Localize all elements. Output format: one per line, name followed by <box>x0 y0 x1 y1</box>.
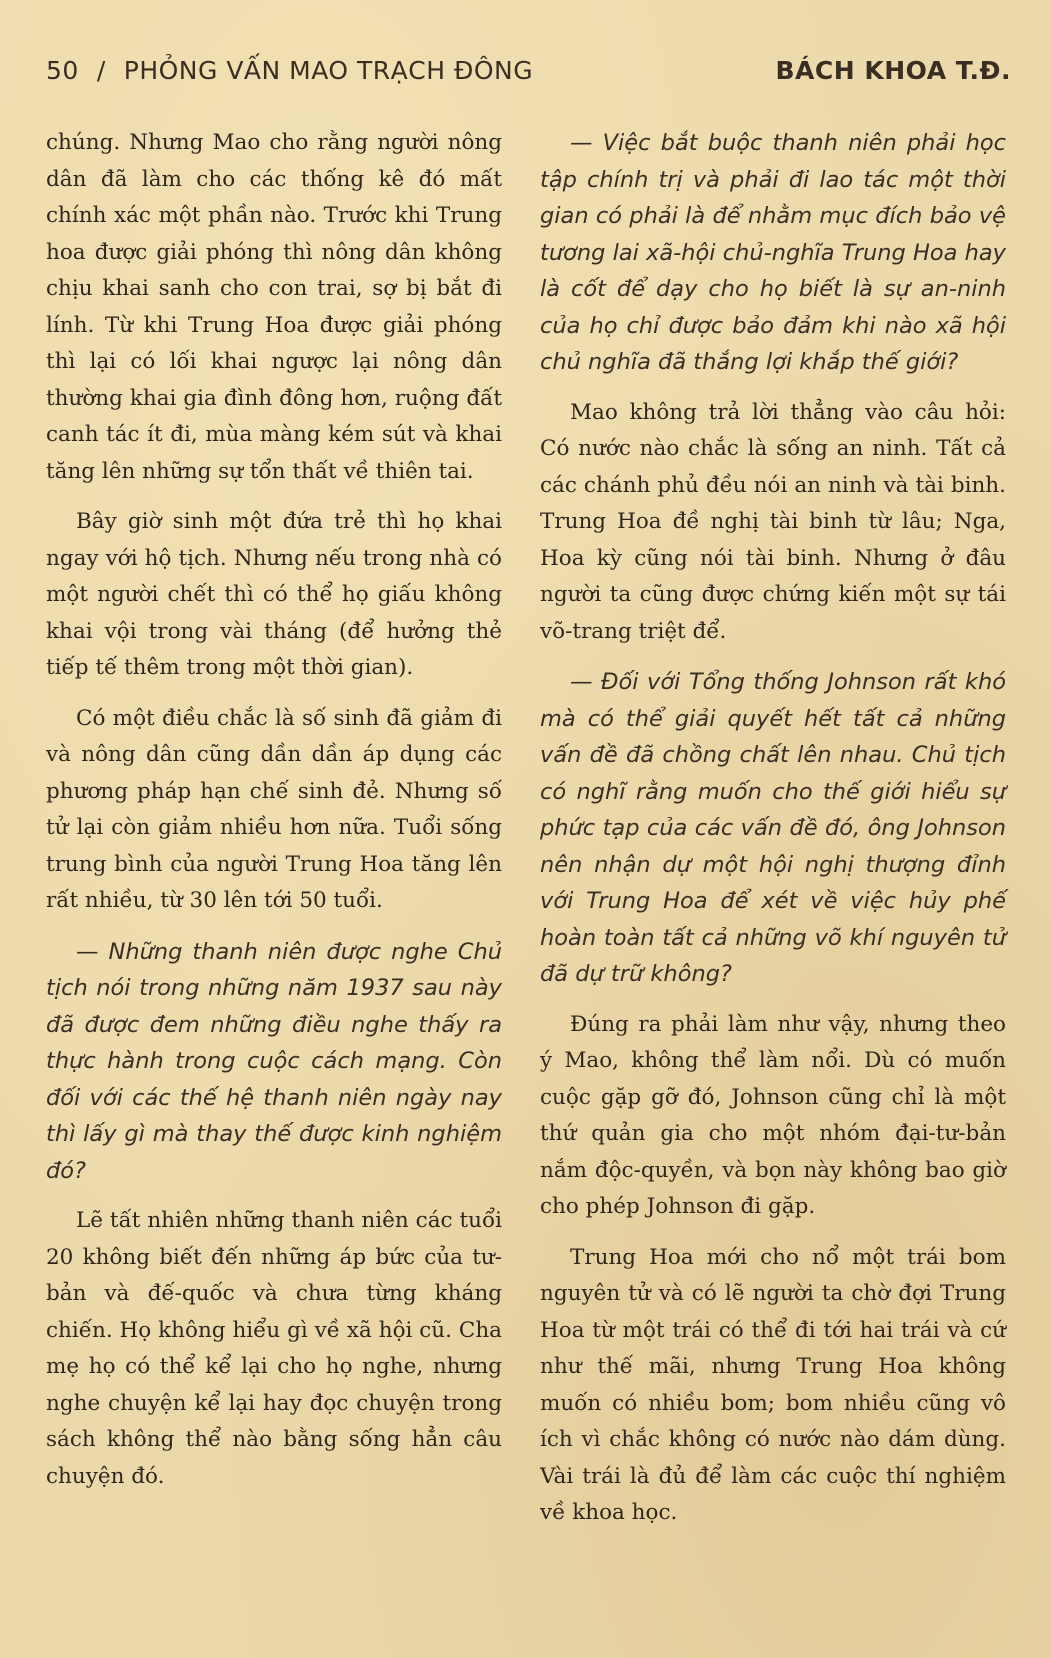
paragraph: Bây giờ sinh một đứa trẻ thì họ khai ngay với hộ tịch. Nhưng nếu trong nhà có một người chết thì có thể họ giấu không khai vội trong vài tháng (để hưởng thẻ tiếp tế thêm trong một thời gian). <box>46 509 502 680</box>
running-header <box>46 56 1011 96</box>
paragraph: Trung Hoa mới cho nổ một trái bom nguyên tử và có lẽ người ta chờ đợi Trung Hoa từ một trái có thể đi tới hai trái và cứ như thế mãi, nhưng Trung Hoa không muốn có nhiều bom; bom nhiều cũng vô ích vì chắc không có nước nào dám dùng. Vài trái là đủ để làm các cuộc thí nghiệm về khoa học. <box>540 1244 1006 1525</box>
paragraph: Mao không trả lời thẳng vào câu hỏi: Có nước nào chắc là sống an ninh. Tất cả các chánh phủ đều nói an ninh và tài binh. Trung Hoa đề nghị tài binh từ lâu; Nga, Hoa kỳ cũng nói tài binh. Nhưng ở đâu người ta cũng được chứng kiến một sự tái võ-trang triệt để. <box>540 399 1006 644</box>
header-separator: / <box>96 56 106 85</box>
right-column <box>540 125 1006 1546</box>
paragraph: chúng. Nhưng Mao cho rằng người nông dân đã làm cho các thống kê đó mất chính xác một phần nào. Trước khi Trung hoa được giải phóng thì nông dân không chịu khai sanh cho con trai, sợ bị bắt đi lính. Từ khi Trung Hoa được giải phóng thì lại có lối khai ngược lại nông dân thường khai gia đình đông hơn, ruộng đất canh tác ít đi, mùa màng kém sút và khai tăng lên những sự tổn thất về thiên tai. <box>46 130 502 484</box>
header-left <box>46 56 533 85</box>
interview-question: — Đối với Tổng thống Johnson rất khó mà có thể giải quyết hết tất cả những vấn đề đã chồng chất lên nhau. Chủ tịch có nghĩ rằng muốn cho thế giới hiểu sự phức tạp của các vấn đề đó, ông Johnson nên nhận dự một hội nghị thượng đỉnh với Trung Hoa để xét về việc hủy phế hoàn toàn tất cả những võ khí nguyên tử đã dự trữ không? <box>540 669 1006 987</box>
paragraph: Lẽ tất nhiên những thanh niên các tuổi 20 không biết đến những áp bức của tư-bản và đế-quốc và chưa từng kháng chiến. Họ không hiểu gì về xã hội cũ. Cha mẹ họ có thể kể lại cho họ nghe, nhưng nghe chuyện kể lại hay đọc chuyện trong sách không thể nào bằng sống hẳn câu chuyện đó. <box>46 1208 502 1489</box>
interview-question: — Việc bắt buộc thanh niên phải học tập chính trị và phải đi lao tác một thời gian có phải là để nhằm mục đích bảo vệ tương lai xã-hội chủ-nghĩa Trung Hoa hay là cốt để dạy cho họ biết là sự an-ninh của họ chỉ được bảo đảm khi nào xã hội chủ nghĩa đã thắng lợi khắp thế giới? <box>540 130 1006 375</box>
publication-name: BÁCH KHOA T.Đ. <box>775 56 1011 85</box>
paragraph: Đúng ra phải làm như vậy, nhưng theo ý Mao, không thể làm nổi. Dù có muốn cuộc gặp gỡ đó, Johnson cũng chỉ là một thứ quản gia cho một nhóm đại-tư-bản nắm độc-quyền, và bọn này không bao giờ cho phép Johnson đi gặp. <box>540 1011 1006 1219</box>
paragraph: Có một điều chắc là số sinh đã giảm đi và nông dân cũng dần dần áp dụng các phương pháp hạn chế sinh đẻ. Nhưng số tử lại còn giảm nhiều hơn nữa. Tuổi sống trung bình của người Trung Hoa tăng lên rất nhiều, từ 30 lên tới 50 tuổi. <box>46 705 502 913</box>
page-number: 50 <box>46 56 79 85</box>
article-title: PHỎNG VẤN MAO TRẠCH ĐÔNG <box>123 56 534 85</box>
interview-question: — Những thanh niên được nghe Chủ tịch nói trong những năm 1937 sau này đã được đem những điều nghe thấy ra thực hành trong cuộc cách mạng. Còn đối với các thế hệ thanh niên ngày nay thì lấy gì mà thay thế được kinh nghiệm đó? <box>46 938 502 1184</box>
left-column <box>46 125 502 1509</box>
